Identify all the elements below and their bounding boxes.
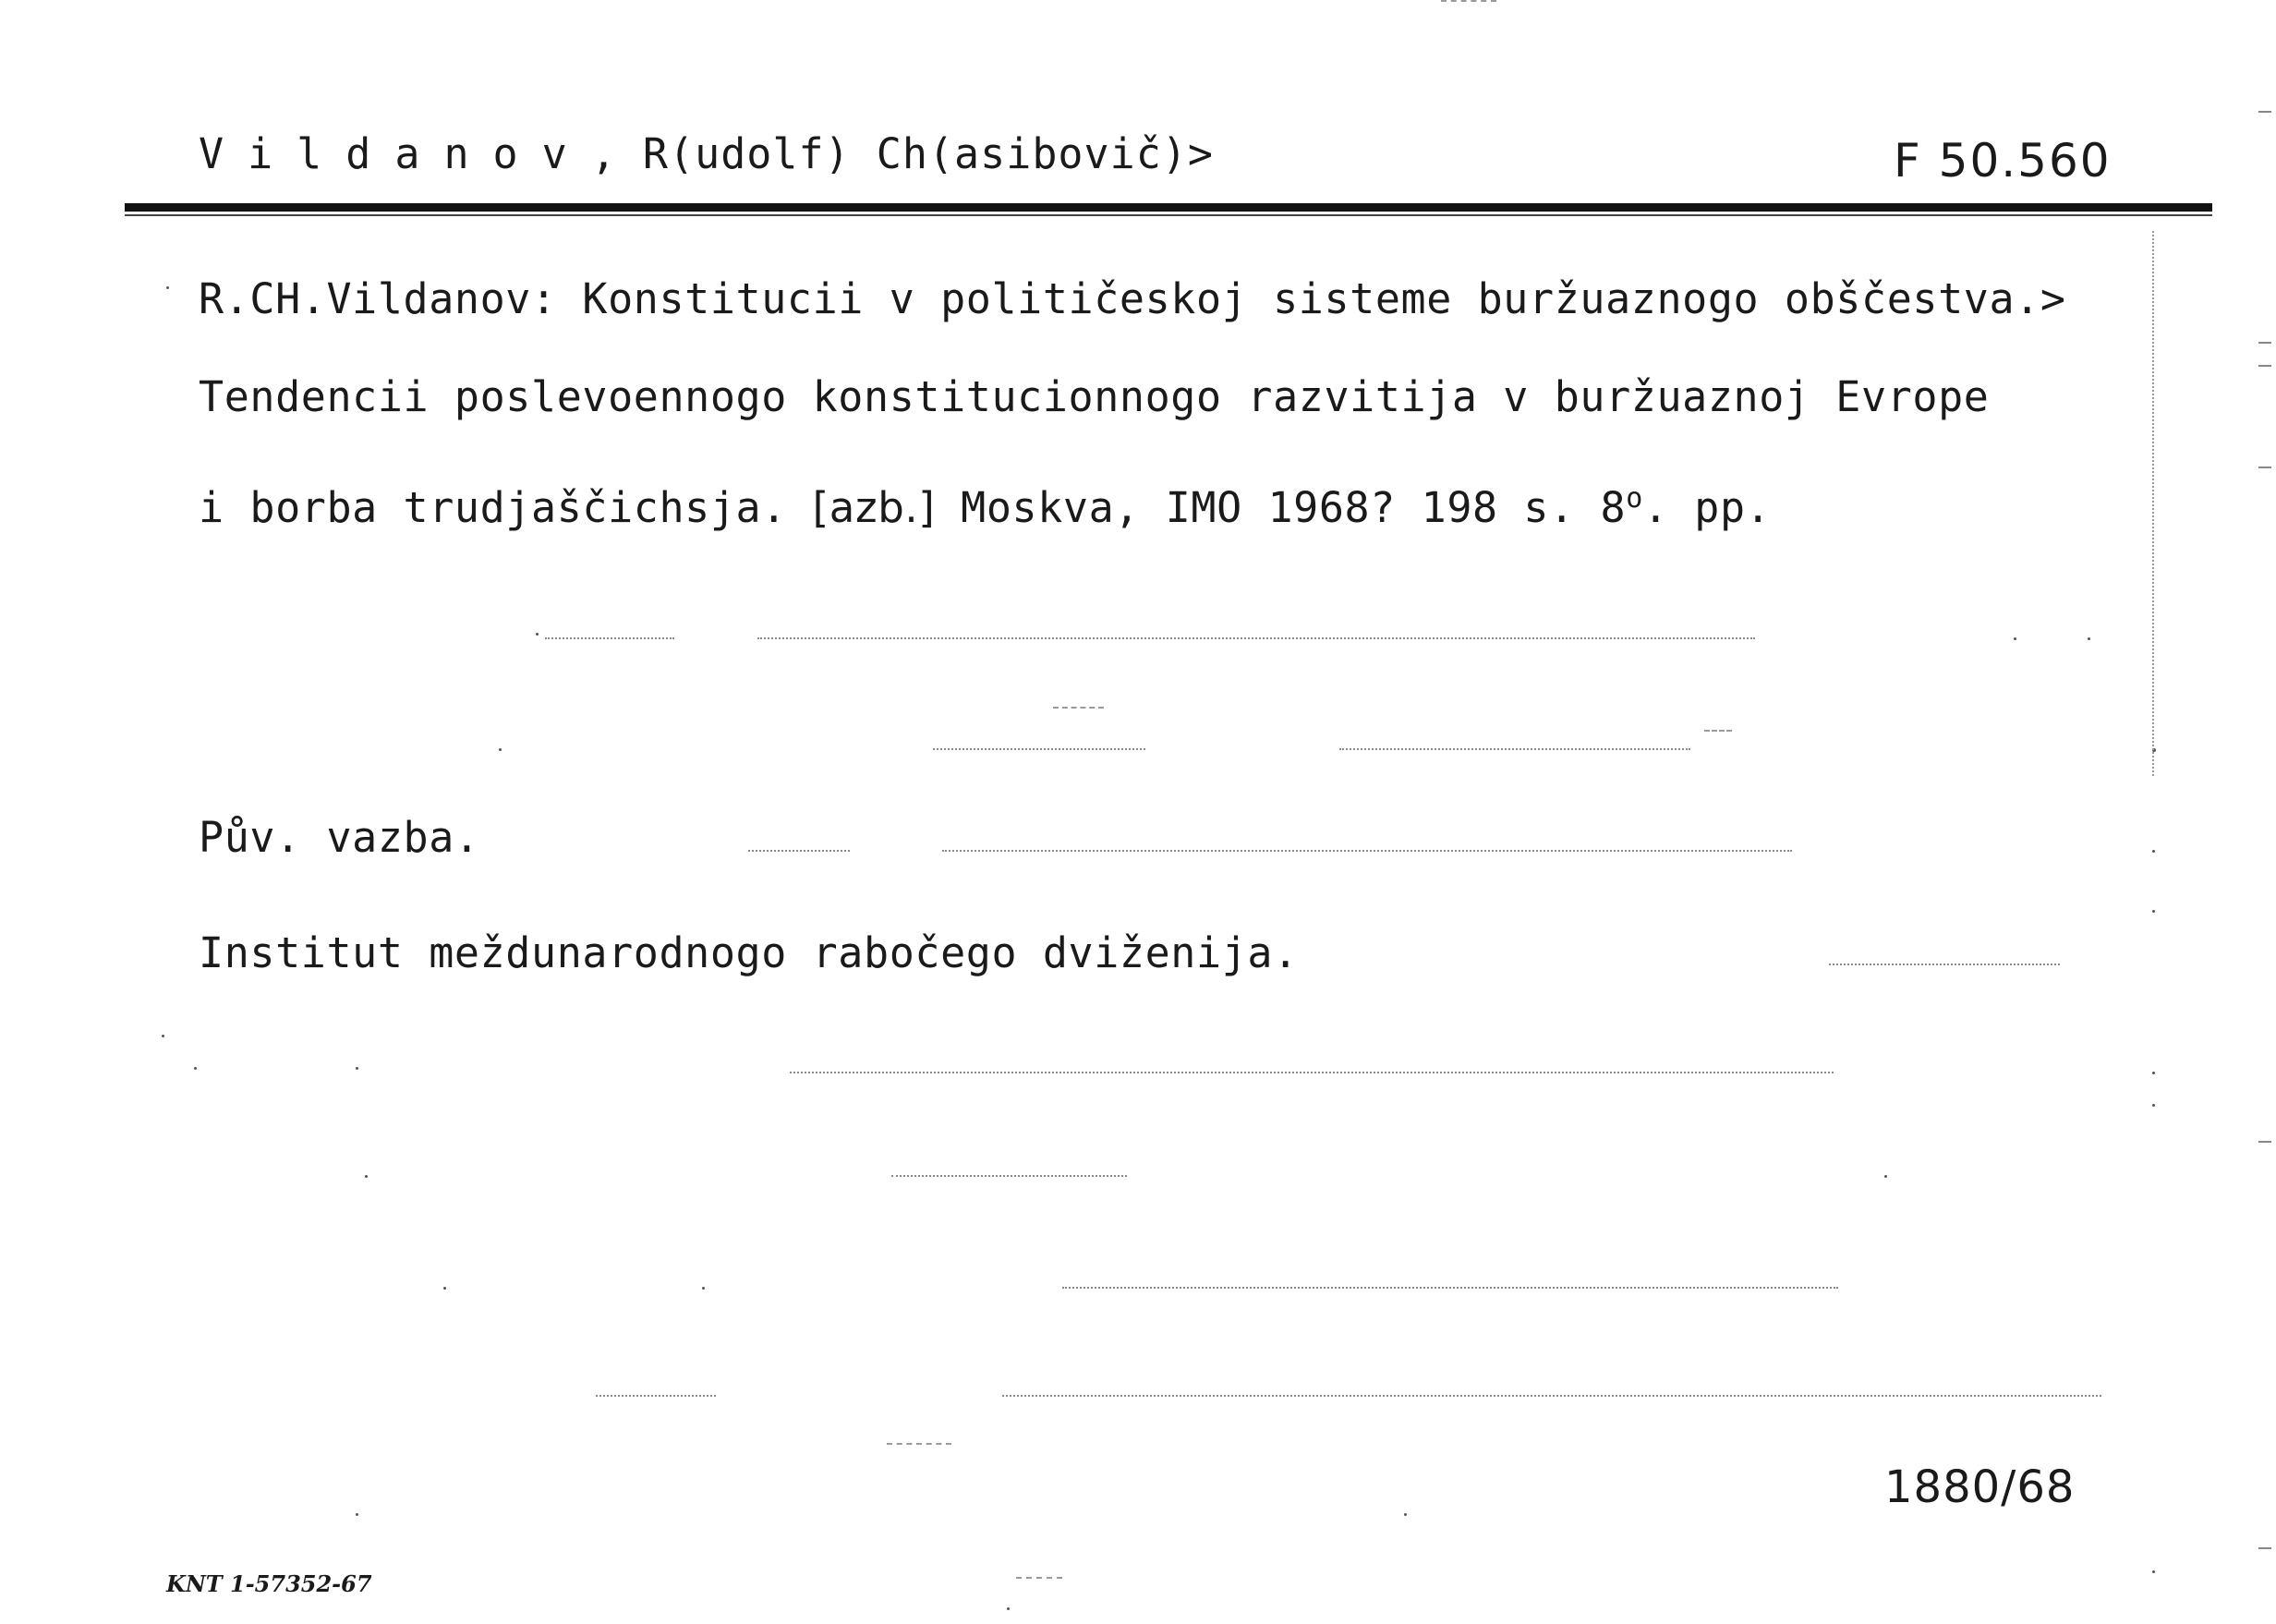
speck [1404,1513,1407,1516]
guide-line [1002,1395,2101,1397]
guide-line [757,637,1755,639]
speck [356,1513,358,1516]
speck [2152,1104,2155,1107]
speck [166,286,169,289]
speck [536,633,539,636]
speck [2152,850,2155,853]
margin-mark [2258,467,2271,468]
edge-dots [2152,231,2154,776]
margin-mark [2258,342,2271,344]
page-count: 198 s. [1421,483,1575,532]
publisher: IMO [1165,483,1242,532]
guide-line [790,1072,1834,1073]
speck [2152,1072,2155,1074]
guide-mark [1704,730,1732,732]
institution-note: Institut meždunarodnogo rabočego dviženija. [199,928,1299,977]
guide-line [1062,1287,1838,1289]
accession-number: 1880/68 [1884,1461,2076,1513]
margin-mark [2258,1547,2271,1549]
speck [2014,637,2016,640]
speck [194,1067,197,1070]
publication-year: 1968? [1267,483,1396,532]
guide-mark [1441,0,1496,2]
guide-mark [1016,1577,1062,1579]
description-line-1: R.CH.Vildanov: Konstitucii v političeskoj sisteme buržuaznogo obščestva.> [199,274,2066,323]
speck [2152,1570,2155,1573]
book-format: 8$^o$ [1600,482,1643,532]
guide-line [1339,748,1690,750]
shelf-mark: F 50.560 [1894,134,2112,188]
speck [2152,910,2155,913]
guide-line [891,1175,1127,1177]
guide-line [1829,963,2060,965]
plates-note: . pp. [1642,483,1772,532]
guide-line [596,1395,716,1397]
margin-mark [2258,111,2271,113]
margin-mark [2258,365,2271,367]
guide-line [933,748,1145,750]
card-print-code: KNT 1-57352-67 [166,1570,372,1597]
speck [365,1175,368,1178]
speck [2088,637,2090,640]
margin-mark [2258,1141,2271,1143]
guide-mark [1053,707,1104,709]
guide-mark [887,1443,951,1445]
speck [1884,1175,1887,1178]
description-line-3 [199,482,1771,532]
speck [443,1287,446,1290]
publication-place: Moskva, [961,483,1140,532]
heading-rule-thin [125,214,2212,216]
speck [1007,1607,1010,1610]
speck [499,748,502,751]
guide-line [545,637,674,639]
author-forenames: , R(udolf) Ch(asibovič)> [590,129,1214,178]
binding-note: Pův. vazba. [199,813,480,862]
speck [702,1287,705,1290]
guide-line [748,850,850,852]
speck [162,1035,164,1037]
language-bracket: [azb.] [812,483,936,532]
description-line-3-text: i borba trudjaščichsja. [199,483,787,532]
description-line-2: Tendencii poslevoennogo konstitucionnogo razvitija v buržuaznoj Evrope [199,372,1990,421]
guide-line [942,850,1792,852]
author-surname: Vildanov [199,129,591,178]
speck [356,1067,358,1070]
heading-rule [125,203,2212,212]
card-heading [199,129,1214,178]
